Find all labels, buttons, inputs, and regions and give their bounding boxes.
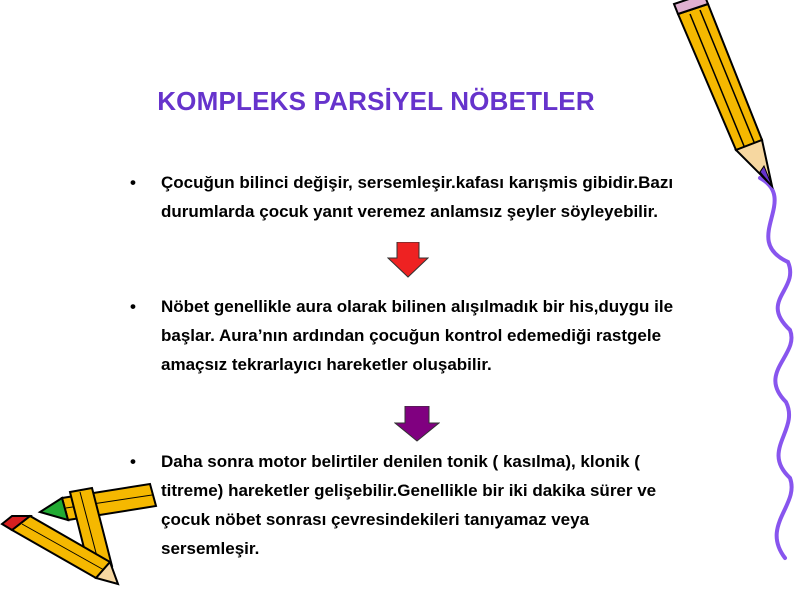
bullet-item [130, 168, 690, 226]
pencils-decoration [0, 480, 170, 600]
pencil-decoration [660, 0, 800, 600]
slide-title: KOMPLEKS PARSİYEL NÖBETLER [157, 86, 595, 116]
down-arrow-icon [394, 406, 440, 442]
bullet-item [130, 292, 690, 379]
down-arrow-icon [387, 242, 429, 278]
bullet-item [130, 447, 690, 563]
bullet-text: Nöbet genellikle aura olarak bilinen alışılmadık bir his,duygu ile başlar. Aura’nın ardından çocuğun kontrol edemediği rastgele amaçsız tekrarlayıcı hareketler oluşabilir. [161, 297, 674, 374]
bullet-text: Daha sonra motor belirtiler denilen tonik ( kasılma), klonik ( titreme) hareketler gelişebilir.Genellikle bir iki dakika sürer ve çocuk nöbet sonrası çevresindekileri tanıyamaz veya sersemleşir. [161, 452, 657, 558]
bullet-text: Çocuğun bilinci değişir, sersemleşir.kafası karışmis gibidir.Bazı durumlarda çocuk yanıt veremez anlamsız şeyler söyleyebilir. [161, 173, 674, 221]
pencil-icon [674, 0, 772, 186]
squiggle-line-icon [760, 178, 792, 558]
bullet-dot: • [130, 452, 136, 471]
bullet-dot: • [130, 297, 136, 316]
pencils-icon [2, 484, 156, 584]
bullet-dot: • [130, 173, 136, 192]
